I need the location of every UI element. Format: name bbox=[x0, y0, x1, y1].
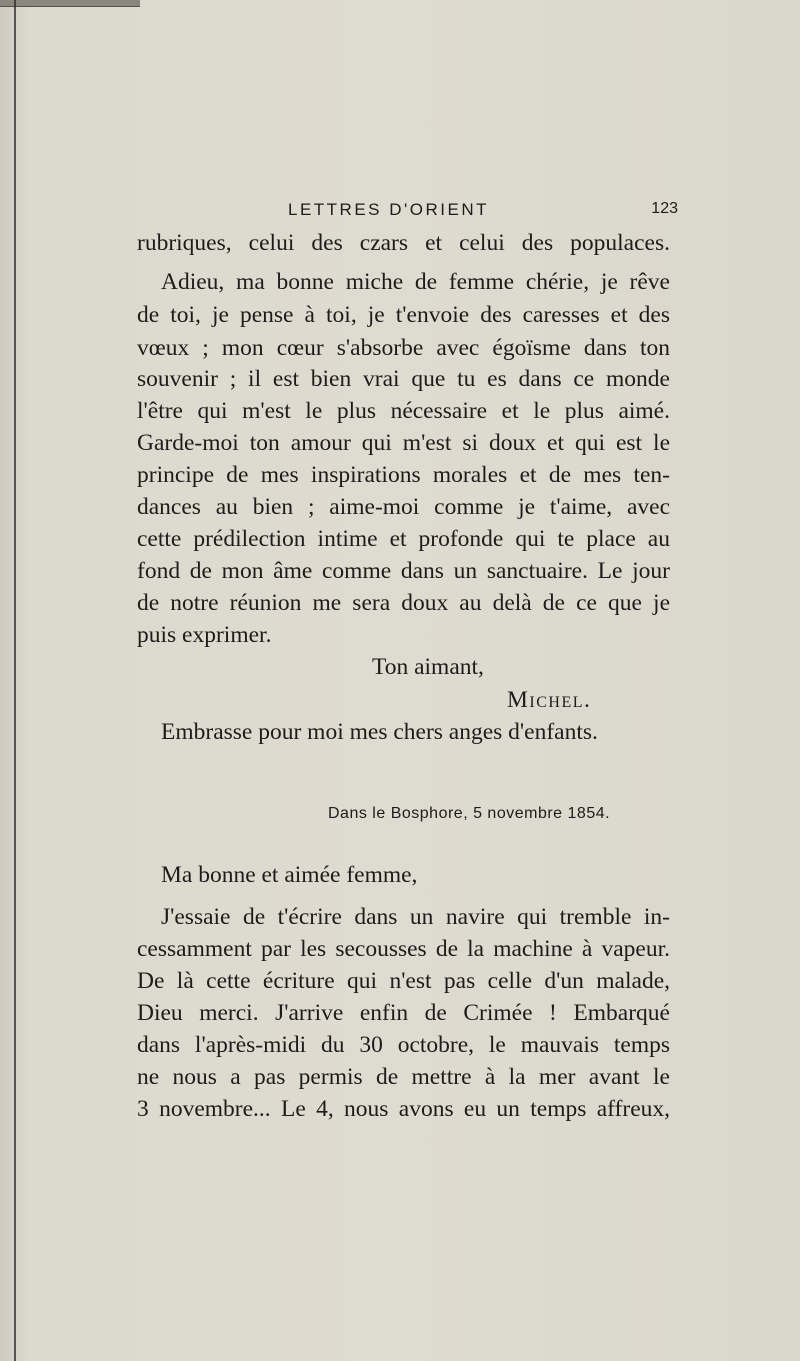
text-line: principe de mes inspirations morales et de mes ten- bbox=[137, 462, 670, 488]
text-line: cessamment par les secousses de la machine à vapeur. bbox=[137, 936, 670, 962]
postscript: Embrasse pour moi mes chers anges d'enfants. bbox=[161, 719, 598, 745]
text-line: Adieu, ma bonne miche de femme chérie, je rêve bbox=[161, 269, 670, 295]
text-line: ne nous a pas permis de mettre à la mer avant le bbox=[137, 1064, 670, 1090]
running-title: LETTRES D'ORIENT bbox=[288, 200, 489, 219]
running-header bbox=[288, 200, 678, 224]
page-number: 123 bbox=[651, 200, 678, 217]
text-line: dans l'après-midi du 30 octobre, le mauvais temps bbox=[137, 1032, 670, 1058]
signature: Michel. bbox=[507, 687, 592, 713]
text-line: Garde-moi ton amour qui m'est si doux et qui est le bbox=[137, 430, 670, 456]
text-line: fond de mon âme comme dans un sanctuaire. Le jour bbox=[137, 558, 670, 584]
text-line: de notre réunion me sera doux au delà de ce que je bbox=[137, 590, 670, 616]
text-line: Dieu merci. J'arrive enfin de Crimée ! Embarqué bbox=[137, 1000, 670, 1026]
text-line: de toi, je pense à toi, je t'envoie des caresses et des bbox=[137, 302, 670, 328]
text-line: De là cette écriture qui n'est pas celle d'un malade, bbox=[137, 968, 670, 994]
text-line: cette prédilection intime et profonde qui te place au bbox=[137, 526, 670, 552]
text-line: puis exprimer. bbox=[137, 622, 272, 648]
text-line: l'être qui m'est le plus nécessaire et le plus aimé. bbox=[137, 398, 670, 424]
dateline: Dans le Bosphore, 5 novembre 1854. bbox=[328, 805, 611, 822]
text-line: souvenir ; il est bien vrai que tu es dans ce monde bbox=[137, 366, 670, 392]
text-line: dances au bien ; aime-moi comme je t'aime, avec bbox=[137, 494, 670, 520]
letter-greeting: Ma bonne et aimée femme, bbox=[161, 862, 418, 888]
binding-edge bbox=[14, 0, 26, 1361]
text-line: 3 novembre... Le 4, nous avons eu un temps affreux, bbox=[137, 1096, 670, 1122]
text-line: vœux ; mon cœur s'absorbe avec égoïsme dans ton bbox=[137, 335, 670, 361]
closing-salutation: Ton aimant, bbox=[372, 654, 484, 680]
text-line: J'essaie de t'écrire dans un navire qui tremble in- bbox=[161, 904, 670, 930]
text-line: rubriques, celui des czars et celui des populaces. bbox=[137, 230, 670, 256]
